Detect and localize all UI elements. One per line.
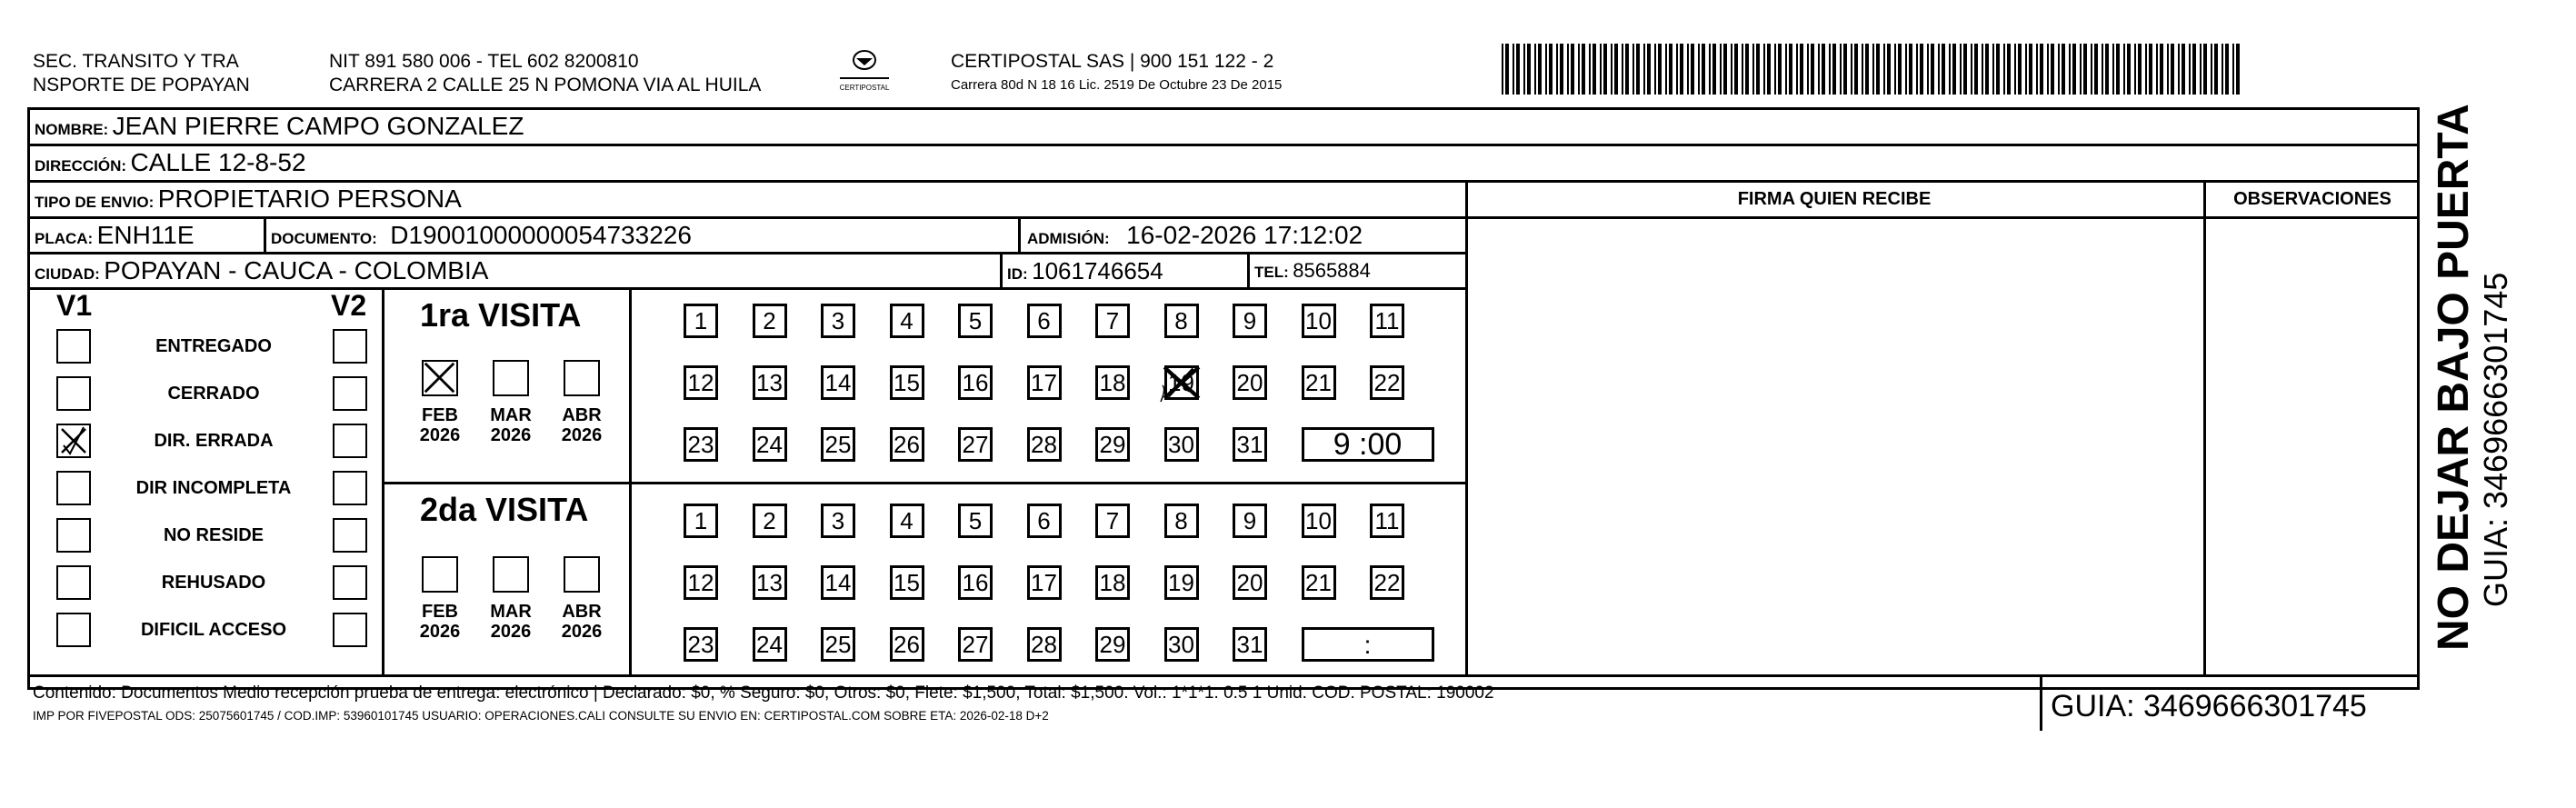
visit1-month-name: ABR bbox=[562, 405, 602, 425]
visit2-month-checkbox[interactable] bbox=[564, 556, 600, 593]
barcode-bar bbox=[1538, 44, 1542, 95]
barcode-bar bbox=[2167, 44, 2169, 95]
barcode-bar bbox=[1807, 44, 1809, 95]
visit1-day-box[interactable]: 30 bbox=[1164, 427, 1199, 462]
barcode-bar bbox=[1843, 44, 1847, 95]
shipment-type: PROPIETARIO PERSONA bbox=[157, 185, 462, 213]
status-label: CERRADO bbox=[167, 384, 260, 404]
barcode-bar bbox=[1665, 44, 1667, 95]
barcode-bar bbox=[1505, 44, 1509, 95]
barcode-bar bbox=[1712, 44, 1716, 95]
barcode-bar bbox=[2156, 44, 2158, 95]
barcode-bar bbox=[1723, 44, 1727, 95]
visit2-month-year: 2026 bbox=[419, 622, 461, 642]
document-value: D19001000000054733226 bbox=[390, 221, 692, 249]
visit1-day-box[interactable]: 2 bbox=[753, 304, 787, 338]
visit2-day-box[interactable]: 31 bbox=[1233, 627, 1267, 662]
visit1-month-checkbox[interactable] bbox=[493, 360, 529, 396]
v1-label: V1 bbox=[56, 289, 93, 322]
barcode-bar bbox=[2211, 44, 2212, 95]
visit1-day-box[interactable]: 3 bbox=[821, 304, 855, 338]
barcode-bar bbox=[2189, 44, 2191, 95]
barcode-bar bbox=[2123, 44, 2125, 95]
barcode-bar bbox=[1720, 44, 1722, 95]
v1-checkbox[interactable] bbox=[56, 424, 91, 458]
visit1-day-box[interactable]: 22 bbox=[1370, 365, 1404, 400]
barcode-bar bbox=[2222, 44, 2223, 95]
barcode-bar bbox=[1676, 44, 1678, 95]
barcode-bar bbox=[1622, 44, 1623, 95]
visit1-day-box[interactable]: 29 bbox=[1095, 427, 1130, 462]
visit1-time-box[interactable]: 9 :00 bbox=[1302, 427, 1434, 462]
tel-value: 8565884 bbox=[1293, 259, 1371, 282]
visit1-day-box[interactable]: 26 bbox=[890, 427, 924, 462]
barcode-bar bbox=[2214, 44, 2218, 95]
name-label: NOMBRE: bbox=[35, 121, 109, 138]
visit2-day-box[interactable]: 23 bbox=[684, 627, 718, 662]
barcode-bar bbox=[1996, 44, 2000, 95]
barcode-bar bbox=[2036, 44, 2038, 95]
barcode-bar bbox=[1654, 44, 1656, 95]
barcode-bar bbox=[1963, 44, 1967, 95]
v1-checkbox[interactable] bbox=[56, 565, 91, 600]
barcode-bar bbox=[1691, 44, 1694, 95]
barcode-bar bbox=[1883, 44, 1885, 95]
barcode-bar bbox=[1571, 44, 1574, 95]
visit1-day-box[interactable]: 12 bbox=[684, 365, 718, 400]
visit2-month-checkbox[interactable] bbox=[422, 556, 458, 593]
barcode-bar bbox=[2083, 44, 2087, 95]
barcode-bar bbox=[1938, 44, 1940, 95]
visit1-day-box[interactable]: 28 bbox=[1027, 427, 1062, 462]
barcode-bar bbox=[2200, 44, 2202, 95]
barcode-bar bbox=[2051, 44, 2054, 95]
barcode-bar bbox=[1625, 44, 1629, 95]
admission-value: 16-02-2026 17:12:02 bbox=[1126, 221, 1363, 249]
visit2-day-box[interactable]: 14 bbox=[821, 565, 855, 600]
status-label: ENTREGADO bbox=[155, 336, 272, 356]
barcode-bar bbox=[1822, 44, 1825, 95]
visit2-day-box[interactable]: 28 bbox=[1027, 627, 1062, 662]
barcode-bar bbox=[1927, 44, 1929, 95]
visit2-month-name: ABR bbox=[562, 602, 602, 622]
barcode-bar bbox=[2080, 44, 2082, 95]
visit2-time-box[interactable]: : bbox=[1302, 627, 1434, 662]
address-line: CARRERA 2 CALLE 25 N POMONA VIA AL HUILA bbox=[329, 75, 762, 95]
name-row bbox=[35, 109, 524, 148]
sender-name bbox=[33, 50, 250, 97]
barcode-bar bbox=[1647, 44, 1651, 95]
sender-line-1: SEC. TRANSITO Y TRA bbox=[33, 51, 239, 72]
barcode-bar bbox=[1752, 44, 1754, 95]
barcode-bar bbox=[1767, 44, 1771, 95]
barcode-bar bbox=[1556, 44, 1558, 95]
barcode-bar bbox=[1789, 44, 1792, 95]
barcode-bar bbox=[1818, 44, 1820, 95]
visit2-day-box[interactable]: 17 bbox=[1027, 565, 1062, 600]
barcode-bar bbox=[2127, 44, 2131, 95]
visit2-day-box[interactable]: 16 bbox=[958, 565, 993, 600]
barcode-bar bbox=[2029, 44, 2032, 95]
footer-guia: GUIA: 3469666301745 bbox=[2051, 689, 2367, 723]
visit1-month-year: 2026 bbox=[419, 425, 461, 445]
visit2-day-box[interactable]: 22 bbox=[1370, 565, 1404, 600]
column-divider bbox=[1247, 254, 1250, 288]
barcode-bar bbox=[2007, 44, 2011, 95]
v1-checkbox[interactable] bbox=[56, 518, 91, 553]
barcode-bar bbox=[1560, 44, 1563, 95]
visit2-day-box[interactable]: 10 bbox=[1302, 504, 1336, 538]
barcode-bar bbox=[1669, 44, 1672, 95]
barcode-bar bbox=[1680, 44, 1683, 95]
visit2-day-box[interactable]: 3 bbox=[821, 504, 855, 538]
barcode-bar bbox=[1992, 44, 1994, 95]
barcode-bar bbox=[1862, 44, 1863, 95]
barcode-bar bbox=[2182, 44, 2185, 95]
barcode-bar bbox=[1734, 44, 1738, 95]
barcode-bar bbox=[1942, 44, 1945, 95]
barcode-bar bbox=[2069, 44, 2071, 95]
barcode-bar bbox=[1745, 44, 1749, 95]
barcode-bar bbox=[1778, 44, 1782, 95]
visit1-day-box[interactable]: 14 bbox=[821, 365, 855, 400]
barcode-bar bbox=[1796, 44, 1798, 95]
barcode-bar bbox=[1916, 44, 1918, 95]
visit-divider bbox=[382, 482, 1467, 484]
barcode-bar bbox=[2145, 44, 2147, 95]
barcode-bar bbox=[1832, 44, 1836, 95]
barcode-bar bbox=[2014, 44, 2016, 95]
barcode-bar bbox=[1636, 44, 1640, 95]
logo-text: CERTIPOSTAL bbox=[839, 84, 890, 92]
visit2-day-box[interactable]: 6 bbox=[1027, 504, 1062, 538]
barcode-bar bbox=[2018, 44, 2022, 95]
visit2-day-box[interactable]: 20 bbox=[1233, 565, 1267, 600]
visit2-day-box[interactable]: 24 bbox=[753, 627, 787, 662]
barcode-bar bbox=[2171, 44, 2174, 95]
visit1-month-year: 2026 bbox=[490, 425, 532, 445]
visit2-title: 2da VISITA bbox=[420, 491, 589, 528]
visit1-day-box[interactable]: 20 bbox=[1233, 365, 1267, 400]
sender-line-2: NSPORTE DE POPAYAN bbox=[33, 75, 250, 95]
barcode-bar bbox=[1982, 44, 1983, 95]
visit2-day-box[interactable]: 27 bbox=[958, 627, 993, 662]
visit1-day-box[interactable]: 23 bbox=[684, 427, 718, 462]
v2-checkbox[interactable] bbox=[333, 613, 367, 647]
visit1-day-box[interactable]: 13 bbox=[753, 365, 787, 400]
barcode-bar bbox=[1800, 44, 1803, 95]
v1-checkbox[interactable] bbox=[56, 329, 91, 364]
visit2-day-box[interactable]: 30 bbox=[1164, 627, 1199, 662]
barcode-bar bbox=[2040, 44, 2043, 95]
visit1-day-box[interactable]: 15 bbox=[890, 365, 924, 400]
barcode-bar bbox=[1687, 44, 1689, 95]
visit2-day-box[interactable]: 11 bbox=[1370, 504, 1404, 538]
license-line: Carrera 80d N 18 16 Lic. 2519 De Octubre 23 De 2015 bbox=[951, 77, 1283, 93]
barcode-bar bbox=[2236, 44, 2240, 95]
plate-cell bbox=[35, 218, 195, 257]
barcode-bar bbox=[1578, 44, 1580, 95]
plate-value: ENH11E bbox=[96, 221, 195, 249]
barcode-bar bbox=[1731, 44, 1732, 95]
barcode-bar bbox=[1931, 44, 1934, 95]
address-row bbox=[35, 145, 306, 185]
visit2-day-box[interactable]: 9 bbox=[1233, 504, 1267, 538]
v2-checkbox[interactable] bbox=[333, 471, 367, 505]
barcode-bar bbox=[2112, 44, 2114, 95]
barcode-bar bbox=[1658, 44, 1662, 95]
visit1-day-box[interactable]: 24 bbox=[753, 427, 787, 462]
id-value: 1061746654 bbox=[1032, 257, 1163, 284]
visit2-day-box[interactable]: 5 bbox=[958, 504, 993, 538]
barcode-bar bbox=[2091, 44, 2092, 95]
barcode-bar bbox=[2232, 44, 2234, 95]
visit1-day-box[interactable]: 21 bbox=[1302, 365, 1336, 400]
tel-label: TEL: bbox=[1254, 264, 1289, 281]
v1-checkbox[interactable] bbox=[56, 376, 91, 411]
visit1-month-name: MAR bbox=[490, 405, 532, 425]
side-guia: GUIA: 3469666301745 bbox=[2477, 272, 2514, 607]
status-label: DIR INCOMPLETA bbox=[135, 478, 292, 498]
status-label: DIFICIL ACCESO bbox=[140, 620, 286, 640]
visit1-day-box[interactable]: 31 bbox=[1233, 427, 1267, 462]
barcode-bar bbox=[1632, 44, 1634, 95]
visit2-day-box[interactable]: 25 bbox=[821, 627, 855, 662]
barcode-bar bbox=[2192, 44, 2196, 95]
barcode-bar bbox=[1960, 44, 1962, 95]
nit-line: NIT 891 580 006 - TEL 602 8200810 bbox=[329, 51, 639, 72]
v1-checkbox[interactable] bbox=[56, 613, 91, 647]
barcode-bar bbox=[1643, 44, 1645, 95]
barcode-bar bbox=[2134, 44, 2136, 95]
company-line: CERTIPOSTAL SAS | 900 151 122 - 2 bbox=[951, 51, 1274, 72]
visit1-title: 1ra VISITA bbox=[420, 296, 582, 334]
visit2-month-checkbox[interactable] bbox=[493, 556, 529, 593]
barcode-bar bbox=[1854, 44, 1858, 95]
v2-checkbox[interactable] bbox=[333, 424, 367, 458]
barcode-bar bbox=[1763, 44, 1765, 95]
barcode-bar bbox=[1971, 44, 1972, 95]
barcode-bar bbox=[2025, 44, 2027, 95]
visit1-day-box[interactable]: 4 bbox=[890, 304, 924, 338]
barcode-bar bbox=[2047, 44, 2049, 95]
column-divider bbox=[2203, 180, 2206, 677]
plate-label: PLACA: bbox=[35, 230, 94, 247]
column-divider bbox=[1018, 218, 1021, 253]
v2-checkbox[interactable] bbox=[333, 329, 367, 364]
barcode-bar bbox=[2062, 44, 2065, 95]
barcode-bar bbox=[1614, 44, 1618, 95]
visit1-day-box[interactable]: 27 bbox=[958, 427, 993, 462]
barcode-bar bbox=[1952, 44, 1956, 95]
visit1-day-box[interactable]: 10 bbox=[1302, 304, 1336, 338]
barcode-bar bbox=[2058, 44, 2060, 95]
admission-cell bbox=[1027, 218, 1363, 257]
column-divider bbox=[264, 218, 266, 253]
column-divider bbox=[1000, 254, 1003, 288]
visit2-month-name: MAR bbox=[490, 602, 532, 622]
visit1-month-name: FEB bbox=[422, 405, 458, 425]
visit1-day-box[interactable]: 16 bbox=[958, 365, 993, 400]
barcode-bar bbox=[1887, 44, 1891, 95]
barcode-bar bbox=[1709, 44, 1711, 95]
visit2-day-box[interactable]: 12 bbox=[684, 565, 718, 600]
visit1-month-year: 2026 bbox=[561, 425, 603, 445]
observations-header: OBSERVACIONES bbox=[2233, 189, 2391, 209]
barcode-bar bbox=[1513, 44, 1514, 95]
barcode-bar bbox=[2225, 44, 2229, 95]
visit2-day-box[interactable]: 7 bbox=[1095, 504, 1130, 538]
barcode-bar bbox=[1742, 44, 1743, 95]
tel-cell bbox=[1254, 254, 1371, 291]
barcode-bar bbox=[1898, 44, 1902, 95]
barcode-bar bbox=[1894, 44, 1896, 95]
barcode-bar bbox=[1611, 44, 1612, 95]
barcode-bar bbox=[1549, 44, 1553, 95]
barcode-bar bbox=[1840, 44, 1842, 95]
barcode-bar bbox=[1545, 44, 1547, 95]
visit2-day-box[interactable]: 4 bbox=[890, 504, 924, 538]
address-label: DIRECCIÓN: bbox=[35, 157, 127, 175]
column-divider bbox=[2040, 674, 2042, 731]
barcode-bar bbox=[1534, 44, 1536, 95]
visit1-day-box[interactable]: 8 bbox=[1164, 304, 1199, 338]
barcode-bar bbox=[1567, 44, 1569, 95]
barcode-bar bbox=[1527, 44, 1531, 95]
barcode-bar bbox=[1985, 44, 1989, 95]
visit2-day-box[interactable]: 29 bbox=[1095, 627, 1130, 662]
barcode-bar bbox=[1600, 44, 1602, 95]
barcode-bar bbox=[1909, 44, 1912, 95]
recipient-address: CALLE 12-8-52 bbox=[130, 148, 306, 176]
barcode-bar bbox=[1851, 44, 1852, 95]
barcode-bar bbox=[2178, 44, 2180, 95]
city-cell bbox=[35, 254, 488, 293]
id-cell bbox=[1007, 254, 1163, 293]
visit1-day-box[interactable]: 9 bbox=[1233, 304, 1267, 338]
status-label: NO RESIDE bbox=[163, 525, 265, 545]
barcode-bar bbox=[1785, 44, 1787, 95]
barcode-bar bbox=[1865, 44, 1869, 95]
visit2-day-box[interactable]: 21 bbox=[1302, 565, 1336, 600]
v2-checkbox[interactable] bbox=[333, 376, 367, 411]
barcode-bar bbox=[2138, 44, 2142, 95]
barcode-bar bbox=[1523, 44, 1525, 95]
certipostal-logo bbox=[836, 47, 893, 98]
no-under-door-warning: NO DEJAR BAJO PUERTA bbox=[2430, 104, 2478, 651]
visit1-day-box[interactable]: 19 bbox=[1164, 365, 1199, 400]
visit2-day-box[interactable]: 8 bbox=[1164, 504, 1199, 538]
barcode-bar bbox=[1905, 44, 1907, 95]
v2-checkbox[interactable] bbox=[333, 518, 367, 553]
barcode-bar bbox=[2203, 44, 2207, 95]
barcode-bar bbox=[2003, 44, 2005, 95]
barcode-bar bbox=[2149, 44, 2152, 95]
visit1-day-box[interactable]: 5 bbox=[958, 304, 993, 338]
barcode-bar bbox=[1589, 44, 1591, 95]
visit1-day-box[interactable]: 6 bbox=[1027, 304, 1062, 338]
visit1-day-box[interactable]: 25 bbox=[821, 427, 855, 462]
barcode-bar bbox=[1949, 44, 1951, 95]
barcode-bar bbox=[1872, 44, 1874, 95]
city-value: POPAYAN - CAUCA - COLOMBIA bbox=[104, 256, 489, 284]
barcode-bar bbox=[1974, 44, 1978, 95]
visit2-day-box[interactable]: 13 bbox=[753, 565, 787, 600]
visit1-month-checkbox[interactable] bbox=[422, 360, 458, 396]
visit1-day-box[interactable]: 11 bbox=[1370, 304, 1404, 338]
barcode-bar bbox=[2105, 44, 2109, 95]
barcode-bar bbox=[1516, 44, 1520, 95]
status-label: DIR. ERRADA bbox=[154, 431, 274, 451]
visit2-month-year: 2026 bbox=[490, 622, 532, 642]
visit1-month-checkbox[interactable] bbox=[564, 360, 600, 396]
column-divider bbox=[1465, 180, 1468, 677]
barcode-bar bbox=[1920, 44, 1923, 95]
barcode-bar bbox=[1811, 44, 1814, 95]
sender-contact bbox=[329, 50, 761, 97]
barcode-bar bbox=[1774, 44, 1776, 95]
visit2-month-year: 2026 bbox=[561, 622, 603, 642]
admission-label: ADMISIÓN: bbox=[1027, 230, 1110, 247]
recipient-name: JEAN PIERRE CAMPO GONZALEZ bbox=[112, 112, 524, 140]
visit1-day-box[interactable]: 7 bbox=[1095, 304, 1130, 338]
document-label: DOCUMENTO: bbox=[271, 230, 377, 247]
row-divider bbox=[27, 674, 2420, 677]
barcode-bar bbox=[1603, 44, 1607, 95]
visit2-day-box[interactable]: 26 bbox=[890, 627, 924, 662]
barcode-bar bbox=[2160, 44, 2163, 95]
city-label: CIUDAD: bbox=[35, 265, 100, 283]
visit1-day-box[interactable]: 1 bbox=[684, 304, 718, 338]
visit2-day-box[interactable]: 19 bbox=[1164, 565, 1199, 600]
barcode-bar bbox=[2102, 44, 2103, 95]
barcode-bar bbox=[2094, 44, 2098, 95]
barcode-bar bbox=[1876, 44, 1880, 95]
type-row bbox=[35, 182, 462, 221]
visit1-day-box[interactable]: 17 bbox=[1027, 365, 1062, 400]
v2-checkbox[interactable] bbox=[333, 565, 367, 600]
v1-checkbox[interactable] bbox=[56, 471, 91, 505]
barcode-bar bbox=[1593, 44, 1596, 95]
barcode-bar bbox=[2116, 44, 2120, 95]
barcode-bar bbox=[1698, 44, 1700, 95]
barcode-bar bbox=[1829, 44, 1831, 95]
barcode bbox=[1502, 44, 2245, 98]
check-mark-icon bbox=[58, 425, 89, 456]
signature-header: FIRMA QUIEN RECIBE bbox=[1737, 189, 1932, 209]
visit2-day-box[interactable]: 18 bbox=[1095, 565, 1130, 600]
footer-content: Contenido: Documentos Medio recepción prueba de entrega: electrónico | Declarado: $0, % Seguro: $0, Otros: $0, Flete: $1,500, Total: $1,500. Vol.: 1*1*1. 0.5 1 Unid. COD. POSTAL: 190002 bbox=[33, 683, 1494, 703]
visit2-day-box[interactable]: 1 bbox=[684, 504, 718, 538]
visit1-day-box[interactable]: 18 bbox=[1095, 365, 1130, 400]
visit2-day-box[interactable]: 2 bbox=[753, 504, 787, 538]
barcode-bar bbox=[1756, 44, 1760, 95]
footer-print-info: IMP POR FIVEPOSTAL ODS: 25075601745 / COD.IMP: 53960101745 USUARIO: OPERACIONES.CALI CONSULTE SU ENVIO EN: CERTIPOSTAL.COM SOBRE ETA: 2026-02-18 D+2 bbox=[33, 709, 1049, 723]
document-cell bbox=[271, 218, 692, 257]
barcode-bar bbox=[1702, 44, 1705, 95]
barcode-bar bbox=[1582, 44, 1585, 95]
id-label: ID: bbox=[1007, 265, 1028, 283]
visit2-day-box[interactable]: 15 bbox=[890, 565, 924, 600]
status-label: REHUSADO bbox=[161, 573, 266, 593]
barcode-bar bbox=[2072, 44, 2076, 95]
barcode-bar bbox=[1502, 44, 1503, 95]
v2-label: V2 bbox=[331, 289, 367, 322]
type-label: TIPO DE ENVIO: bbox=[35, 194, 155, 211]
visit2-month-name: FEB bbox=[422, 602, 458, 622]
